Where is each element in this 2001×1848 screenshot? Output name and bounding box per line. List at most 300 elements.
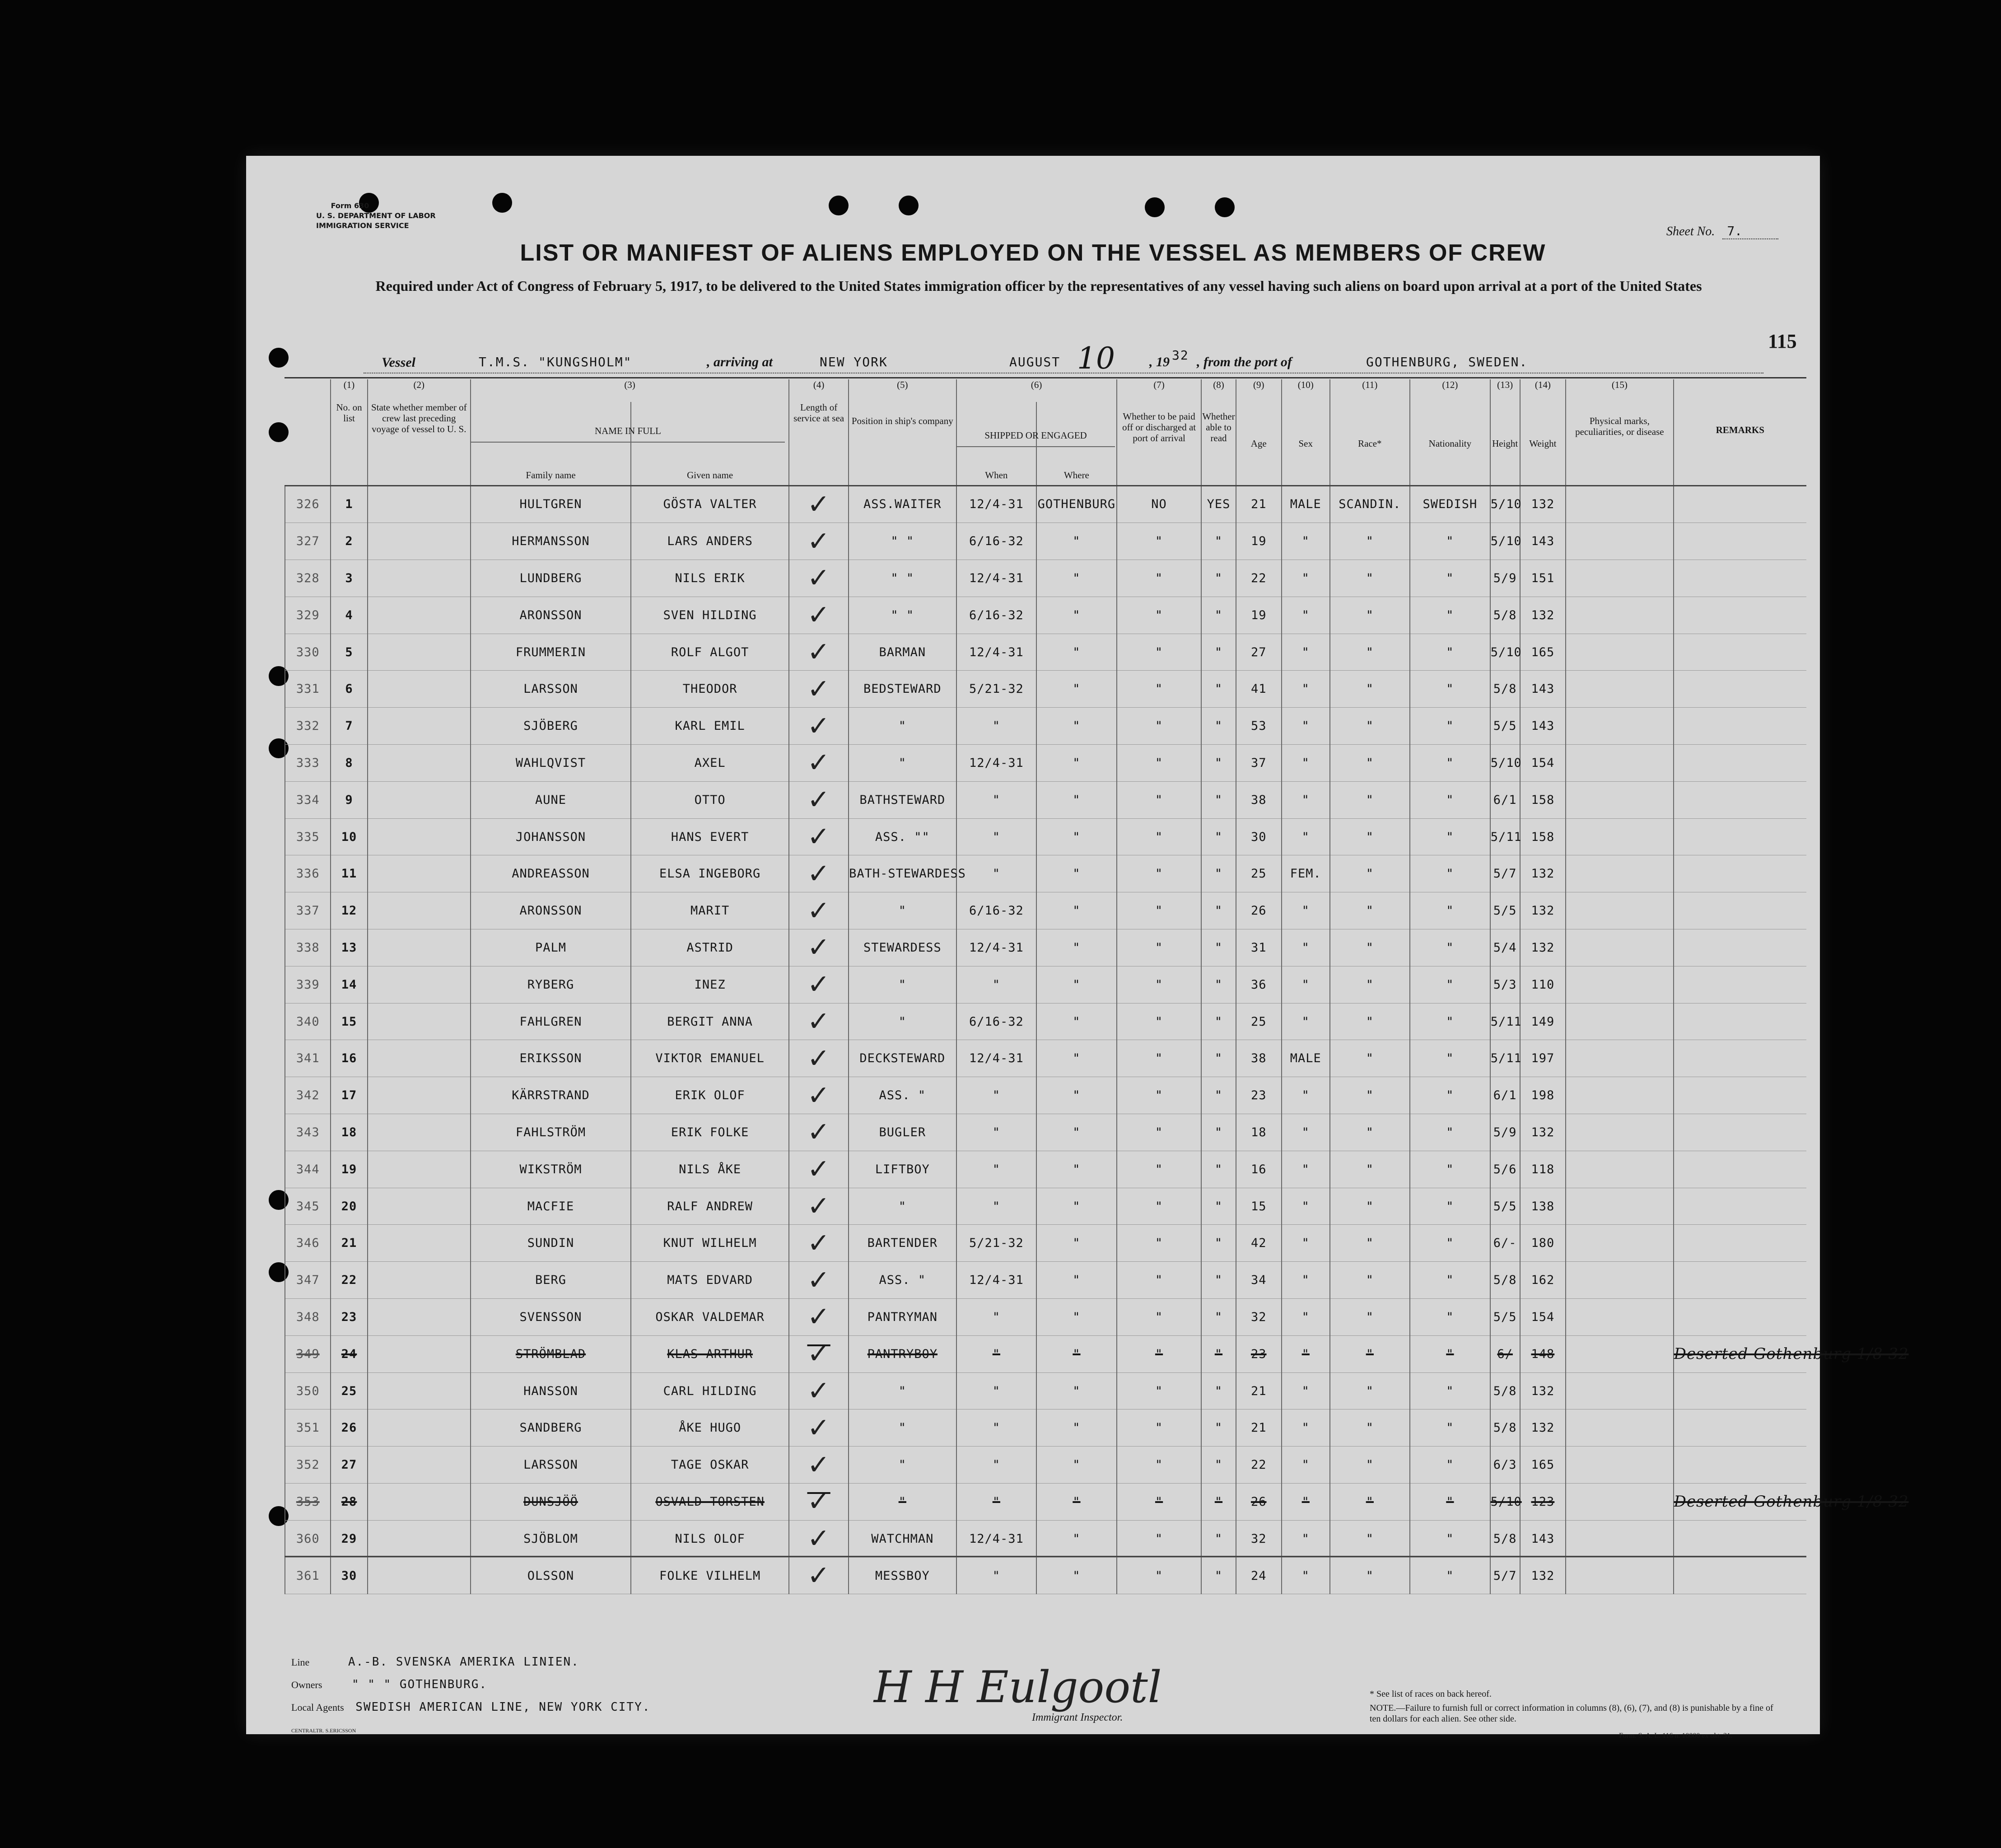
weight-cell: 143 [1520,671,1566,708]
sex-cell: " [1282,597,1330,634]
col-remarks: REMARKS [1674,402,1806,485]
service-check-cell [789,1409,849,1447]
position-cell: MESSBOY [849,1557,956,1594]
line-number-cell: 345 [285,1188,331,1225]
paid-off-cell: " [1117,1151,1202,1188]
shipped-when-cell: 6/16-32 [956,892,1037,929]
remarks-cell [1674,892,1806,929]
family-name-cell: ARONSSON [471,892,631,929]
height-cell: 5/10 [1490,523,1520,560]
height-cell: 5/8 [1490,1372,1520,1409]
physical-marks-cell [1566,485,1673,523]
race-cell: " [1330,597,1410,634]
weight-cell: 132 [1520,1372,1566,1409]
age-cell: 24 [1236,1557,1282,1594]
nationality-cell: " [1410,671,1490,708]
age-cell: 34 [1236,1262,1282,1299]
col-where: Where [1036,402,1117,485]
punch-hole [899,196,919,215]
col13-number: (13) [1490,379,1520,402]
service-check-cell [789,855,849,892]
remarks-cell [1674,1335,1909,1372]
given-name-cell: THEODOR [631,671,789,708]
given-name-cell: MATS EDVARD [631,1262,789,1299]
col15-number: (15) [1566,379,1673,402]
weight-cell: 197 [1520,1040,1566,1077]
race-cell: " [1330,1225,1410,1262]
age-cell: 22 [1236,1447,1282,1484]
paid-off-cell: " [1117,1520,1202,1557]
position-cell: " [849,1409,956,1447]
age-cell: 22 [1236,560,1282,597]
line-number-cell: 333 [285,745,331,782]
position-cell: DECKSTEWARD [849,1040,956,1077]
height-cell: 5/8 [1490,1520,1520,1557]
weight-cell: 180 [1520,1225,1566,1262]
sex-cell: FEM. [1282,855,1330,892]
physical-marks-cell [1566,818,1673,855]
physical-marks-cell [1566,1003,1673,1040]
nationality-cell: " [1410,1409,1490,1447]
remarks-cell [1674,1520,1806,1557]
service-check-cell [789,1114,849,1151]
position-cell: " [849,1372,956,1409]
printer-mark: CENTRALTR. S.ERICSSON [291,1727,356,1734]
able-to-read-cell: " [1201,745,1236,782]
remarks-number [1674,379,1806,402]
line-number-cell: 341 [285,1040,331,1077]
row-number-cell: 6 [331,671,367,708]
col8-number: (8) [1201,379,1236,402]
paid-off-cell: " [1117,1077,1202,1114]
age-cell: 19 [1236,523,1282,560]
paid-off-cell: " [1117,560,1202,597]
nationality-cell: " [1410,929,1490,966]
sex-cell: " [1282,1520,1330,1557]
col-given-name: Given name [631,402,789,485]
given-name-cell: MARIT [631,892,789,929]
col-able-to-read: Whether able to read [1201,402,1236,485]
row-number-cell: 30 [331,1557,367,1594]
able-to-read-cell: " [1201,1077,1236,1114]
line-number-cell: 352 [285,1447,331,1484]
position-cell: " " [849,597,956,634]
weight-cell: 132 [1520,892,1566,929]
shipped-when-cell: 12/4-31 [956,745,1037,782]
table-row [285,560,1806,597]
row-number-cell: 10 [331,818,367,855]
paid-off-cell: " [1117,1447,1202,1484]
line-number-cell: 339 [285,966,331,1003]
punch-hole [1215,197,1235,217]
nationality-cell: " [1410,892,1490,929]
row-number-cell: 16 [331,1040,367,1077]
weight-cell: 132 [1520,1409,1566,1447]
physical-marks-cell [1566,966,1673,1003]
age-cell: 21 [1236,485,1282,523]
shipped-where-cell: " [1036,708,1117,745]
service-check-cell [789,892,849,929]
race-cell: " [1330,1040,1410,1077]
shipped-where-cell: " [1036,1077,1117,1114]
previous-voyage-cell-cell [368,708,471,745]
weight-cell: 110 [1520,966,1566,1003]
race-cell: " [1330,818,1410,855]
given-name-cell: OTTO [631,781,789,818]
service-check-cell [789,597,849,634]
col-position: Position in ship's company [849,402,956,485]
position-cell: BUGLER [849,1114,956,1151]
sex-cell: " [1282,1188,1330,1225]
table-row [285,708,1806,745]
physical-marks-cell [1566,1372,1673,1409]
paid-off-cell: " [1117,1262,1202,1299]
year-prefix: , 19 [1149,355,1170,369]
physical-marks-cell [1566,855,1673,892]
paid-off-cell: " [1117,1484,1202,1521]
shipped-when-cell: " [956,1151,1037,1188]
col3-number: (3) [471,379,789,402]
col-previous-voyage: State whether member of crew last preceding voyage of vessel to U. S. [368,402,471,485]
able-to-read-cell: " [1201,1262,1236,1299]
race-cell: " [1330,1520,1410,1557]
nationality-cell: " [1410,1077,1490,1114]
weight-cell: 154 [1520,745,1566,782]
able-to-read-cell: " [1201,1409,1236,1447]
service-check-cell [789,781,849,818]
departure-port: GOTHENBURG, SWEDEN. [1366,355,1528,369]
nationality-cell: " [1410,1299,1490,1336]
shipped-where-cell: " [1036,1262,1117,1299]
race-cell: " [1330,855,1410,892]
col7-number: (7) [1117,379,1202,402]
race-cell: " [1330,1372,1410,1409]
row-number-cell: 8 [331,745,367,782]
physical-marks-cell [1566,745,1673,782]
table-row [285,929,1806,966]
physical-marks-cell [1566,892,1673,929]
race-cell: " [1330,560,1410,597]
given-name-cell: CARL HILDING [631,1372,789,1409]
nationality-cell: " [1410,818,1490,855]
sex-cell: " [1282,634,1330,671]
service-check-cell [789,1262,849,1299]
shipped-where-cell: " [1036,855,1117,892]
shipped-where-cell: " [1036,929,1117,966]
physical-marks-cell [1566,1225,1673,1262]
given-name-cell: AXEL [631,745,789,782]
sex-cell: MALE [1282,485,1330,523]
remarks-cell [1674,1151,1806,1188]
sex-cell: MALE [1282,1040,1330,1077]
position-cell: " [849,1484,956,1521]
age-cell: 23 [1236,1077,1282,1114]
previous-voyage-cell-cell [368,1225,471,1262]
sex-cell: " [1282,1335,1330,1372]
service-check-cell [789,708,849,745]
able-to-read-cell: " [1201,1003,1236,1040]
nationality-cell: " [1410,1040,1490,1077]
nationality-cell: " [1410,1557,1490,1594]
shipped-when-cell: 6/16-32 [956,523,1037,560]
shipped-where-cell: " [1036,597,1117,634]
paid-off-cell: " [1117,1557,1202,1594]
race-cell: " [1330,781,1410,818]
weight-cell: 132 [1520,855,1566,892]
remarks-cell [1674,634,1806,671]
remarks-cell [1674,597,1806,634]
owners-label: Owners [291,1679,322,1690]
age-cell: 36 [1236,966,1282,1003]
row-number-cell: 17 [331,1077,367,1114]
service-check-cell [789,1335,849,1372]
weight-cell: 158 [1520,781,1566,818]
sex-cell: " [1282,966,1330,1003]
previous-voyage-cell-cell [368,1335,471,1372]
service-check-cell [789,1188,849,1225]
previous-voyage-cell-cell [368,929,471,966]
table-row [285,1077,1806,1114]
service-check-cell [789,1151,849,1188]
service-check-cell [789,1484,849,1521]
col-no-on-list: No. on list [331,402,367,485]
shipped-where-cell: " [1036,966,1117,1003]
paid-off-cell: " [1117,818,1202,855]
position-cell: BATHSTEWARD [849,781,956,818]
position-cell: " " [849,523,956,560]
previous-voyage-cell-cell [368,634,471,671]
given-name-cell: LARS ANDERS [631,523,789,560]
physical-marks-cell [1566,1409,1673,1447]
col-race: Race* [1330,402,1410,485]
service-check-cell [789,1557,849,1594]
paid-off-cell: " [1117,745,1202,782]
col12-number: (12) [1410,379,1490,402]
line-field [291,1655,579,1669]
nationality-cell: " [1410,1520,1490,1557]
agents-field [291,1700,650,1714]
weight-cell: 154 [1520,1299,1566,1336]
height-cell: 5/8 [1490,1409,1520,1447]
age-cell: 53 [1236,708,1282,745]
position-cell: " [849,1188,956,1225]
able-to-read-cell: " [1201,929,1236,966]
service-check-cell [789,1225,849,1262]
paid-off-cell: " [1117,1114,1202,1151]
height-cell: 5/5 [1490,1299,1520,1336]
shipped-when-cell: 12/4-31 [956,1520,1037,1557]
line-number-cell: 360 [285,1520,331,1557]
position-cell: STEWARDESS [849,929,956,966]
able-to-read-cell: " [1201,597,1236,634]
row-number-cell: 21 [331,1225,367,1262]
table-row [285,1114,1806,1151]
family-name-cell: SVENSSON [471,1299,631,1336]
paid-off-cell: " [1117,781,1202,818]
physical-marks-cell [1566,1299,1673,1336]
height-cell: 5/11 [1490,818,1520,855]
previous-voyage-cell-cell [368,781,471,818]
line-number-cell: 346 [285,1225,331,1262]
nationality-cell: " [1410,597,1490,634]
height-cell: 5/7 [1490,1557,1520,1594]
paid-off-cell: " [1117,1299,1202,1336]
nationality-cell: SWEDISH [1410,485,1490,523]
race-cell: " [1330,1557,1410,1594]
arrival-month: AUGUST [1009,355,1061,369]
weight-cell: 143 [1520,708,1566,745]
height-cell: 5/11 [1490,1003,1520,1040]
age-cell: 19 [1236,597,1282,634]
physical-marks-cell [1566,1151,1673,1188]
paid-off-cell: " [1117,597,1202,634]
able-to-read-cell: " [1201,1372,1236,1409]
family-name-cell: HERMANSSON [471,523,631,560]
given-name-cell: FOLKE VILHELM [631,1557,789,1594]
weight-cell: 132 [1520,1114,1566,1151]
previous-voyage-cell-cell [368,1003,471,1040]
weight-cell: 148 [1520,1335,1566,1372]
weight-cell: 143 [1520,1520,1566,1557]
remarks-cell [1674,1409,1806,1447]
remarks-cell [1674,818,1806,855]
department-name: U. S. DEPARTMENT OF LABOR [316,211,436,220]
race-cell: " [1330,966,1410,1003]
family-name-cell: SANDBERG [471,1409,631,1447]
age-cell: 42 [1236,1225,1282,1262]
sex-cell: " [1282,1225,1330,1262]
previous-voyage-cell-cell [368,1557,471,1594]
family-name-label: Family name [526,469,576,481]
remarks-cell [1674,1372,1806,1409]
able-to-read-cell: " [1201,1151,1236,1188]
table-row [285,892,1806,929]
height-cell: 5/5 [1490,708,1520,745]
punch-hole [492,193,512,213]
age-cell: 31 [1236,929,1282,966]
family-name-cell: HULTGREN [471,485,631,523]
weight-cell: 143 [1520,523,1566,560]
row-number-cell: 13 [331,929,367,966]
nationality-cell: " [1410,1225,1490,1262]
able-to-read-cell: " [1201,1299,1236,1336]
shipped-when-cell: " [956,855,1037,892]
service-check-cell [789,745,849,782]
given-name-cell: ERIK OLOF [631,1077,789,1114]
height-cell: 5/8 [1490,597,1520,634]
agents-value: SWEDISH AMERICAN LINE, NEW YORK CITY. [355,1700,651,1714]
row-number-cell: 25 [331,1372,367,1409]
crew-manifest-table [285,379,1909,1594]
line-number-cell: 349 [285,1335,331,1372]
manifest-sheet [246,156,1909,1740]
able-to-read-cell: " [1201,1188,1236,1225]
height-cell: 5/10 [1490,634,1520,671]
shipped-when-cell: 6/16-32 [956,597,1037,634]
given-name-cell: ERIK FOLKE [631,1114,789,1151]
sex-cell: " [1282,892,1330,929]
sex-cell: " [1282,560,1330,597]
family-name-cell: PALM [471,929,631,966]
service-check-cell [789,1040,849,1077]
paid-off-cell: " [1117,1225,1202,1262]
able-to-read-cell: " [1201,634,1236,671]
able-to-read-cell: " [1201,1225,1236,1262]
line-number-cell: 351 [285,1409,331,1447]
height-cell: 5/4 [1490,929,1520,966]
shipped-when-cell: " [956,1188,1037,1225]
sex-cell: " [1282,1447,1330,1484]
height-cell: 5/11 [1490,1040,1520,1077]
table-row [285,966,1806,1003]
line-label: Line [291,1657,310,1668]
family-name-cell: FAHLSTRÖM [471,1114,631,1151]
given-name-cell: HANS EVERT [631,818,789,855]
line-number-cell: 331 [285,671,331,708]
race-cell: " [1330,1151,1410,1188]
family-name-cell: FAHLGREN [471,1003,631,1040]
race-cell: " [1330,1188,1410,1225]
line-number-cell: 347 [285,1262,331,1299]
service-check-cell [789,1003,849,1040]
able-to-read-cell: " [1201,560,1236,597]
given-name-cell: INEZ [631,966,789,1003]
col-paid-off: Whether to be paid off or discharged at port of arrival [1117,402,1202,485]
shipped-where-cell: " [1036,745,1117,782]
race-cell: " [1330,708,1410,745]
position-cell: BATH-STEWARDESS [849,855,956,892]
physical-marks-cell [1566,1188,1673,1225]
sheet-value: 7. [1722,224,1778,239]
sex-cell: " [1282,1299,1330,1336]
row-number-cell: 7 [331,708,367,745]
remarks-cell [1674,1262,1806,1299]
service-check-cell [789,1372,849,1409]
age-cell: 32 [1236,1299,1282,1336]
paid-off-cell: " [1117,966,1202,1003]
sex-cell: " [1282,1409,1330,1447]
shipped-where-cell: " [1036,634,1117,671]
row-number-cell: 27 [331,1447,367,1484]
races-note: * See list of races on back hereof. [1370,1689,1492,1699]
line-number-cell: 353 [285,1484,331,1521]
paid-off-cell: " [1117,892,1202,929]
table-row [285,1040,1806,1077]
height-cell: 5/10 [1490,1484,1520,1521]
col-family-name [471,402,661,485]
page-title: LIST OR MANIFEST OF ALIENS EMPLOYED ON THE VESSEL AS MEMBERS OF CREW [520,240,1546,266]
shipped-where-cell: " [1036,1557,1117,1594]
previous-voyage-cell-cell [368,1040,471,1077]
table-row [285,634,1806,671]
col4-number: (4) [789,379,849,402]
height-cell: 6/ [1490,1335,1520,1372]
row-number-cell: 14 [331,966,367,1003]
family-name-cell: SJÖBLOM [471,1520,631,1557]
previous-voyage-cell-cell [368,818,471,855]
shipped-when-cell: " [956,1114,1037,1151]
paid-off-cell: " [1117,1003,1202,1040]
race-cell: " [1330,892,1410,929]
family-name-cell: JOHANSSON [471,818,631,855]
line-number-cell: 361 [285,1557,331,1594]
shipped-when-cell: 12/4-31 [956,560,1037,597]
shipped-when-cell: " [956,1299,1037,1336]
remarks-cell [1674,560,1806,597]
service-check-cell [789,1447,849,1484]
shipped-when-cell: 12/4-31 [956,1040,1037,1077]
name-in-full-label: NAME IN FULL [471,425,785,443]
